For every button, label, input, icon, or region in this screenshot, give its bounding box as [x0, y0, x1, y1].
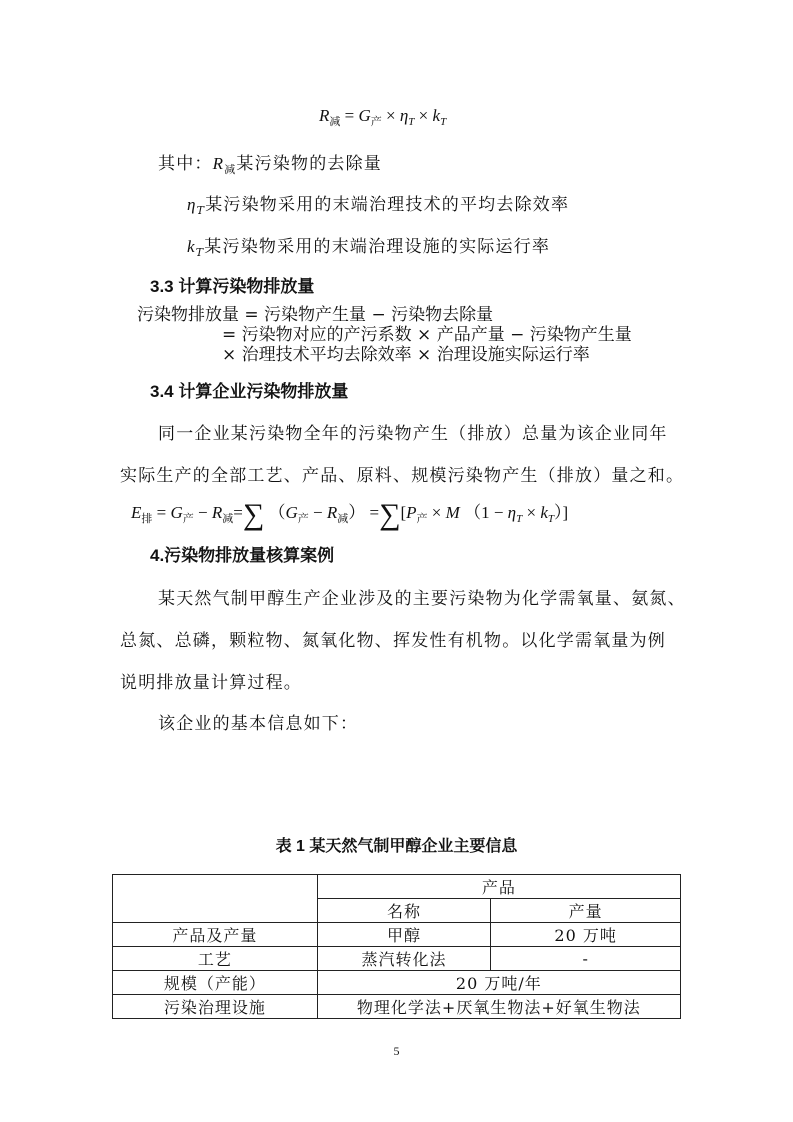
table-cell-merged: 物理化学法+厌氧生物法+好氧生物法 [317, 995, 680, 1019]
formula-p-symbol: P [406, 503, 417, 522]
times-sign: × [526, 503, 537, 522]
equals-sign: = [156, 503, 167, 522]
table-header-output: 产量 [491, 899, 681, 923]
formula-r-symbol: R [211, 503, 223, 522]
emission-formula-line1: 污染物排放量 = 污染物产生量 − 污染物去除量 [137, 305, 494, 325]
left-bracket: [ [400, 503, 407, 522]
right-paren: ） [348, 503, 366, 522]
table-row [113, 995, 681, 1019]
formula-k-subscript: T [547, 513, 554, 525]
definition-eta-symbol: η [187, 195, 197, 214]
formula-r-subscript: 减 [222, 513, 234, 525]
table-row [113, 923, 681, 947]
table-cell-merged: 20 万吨/年 [317, 971, 680, 995]
paragraph-4-line3: 说明排放量计算过程。 [120, 673, 302, 693]
emission-formula-line3: × 治理技术平均去除效率 × 治理设施实际运行率 [222, 345, 590, 365]
equals-sign: = [369, 503, 380, 522]
formula-eta-symbol: η [399, 106, 409, 125]
paragraph-4-basic-info: 该企业的基本信息如下： [158, 714, 359, 734]
equals-sign: = [233, 503, 243, 522]
definition-r-subscript: 减 [224, 163, 237, 176]
times-sign: × [386, 106, 396, 125]
formula-e-symbol: E [131, 503, 142, 522]
enterprise-info-table [112, 874, 681, 1019]
formula-r-symbol: R [319, 106, 330, 125]
left-paren: （ [464, 503, 482, 522]
minus-sign: − [313, 503, 323, 522]
formula-eta-symbol: η [507, 503, 517, 522]
left-paren: （ [268, 503, 286, 522]
definition-k-text: 某污染物采用的末端治理设施的实际运行率 [204, 237, 551, 257]
formula-g-subscript: 产 [370, 116, 382, 128]
sum-sign: ∑ [379, 498, 401, 531]
table-row [113, 971, 681, 995]
heading-3-3: 3.3 计算污染物排放量 [150, 277, 315, 296]
heading-3-4: 3.4 计算企业污染物排放量 [150, 382, 349, 401]
formula-g-symbol: G [170, 503, 183, 522]
formula-m-symbol: M [445, 503, 460, 522]
definition-r-symbol: R [212, 154, 225, 173]
formula-emission-sum [131, 498, 568, 530]
definition-r-text: 某污染物的去除量 [236, 154, 383, 174]
formula-eta-subscript: T [516, 513, 523, 525]
table-header-name: 名称 [317, 899, 491, 923]
definition-k-subscript: T [195, 246, 205, 259]
minus-sign: − [198, 503, 208, 522]
table-cell-name: 甲醇 [317, 923, 491, 947]
table-row-label: 工艺 [113, 947, 318, 971]
minus-sign: − [493, 503, 504, 522]
paragraph-3-4-line2: 实际生产的全部工艺、产品、原料、规模污染物产生（排放）量之和。 [120, 466, 685, 486]
formula-k-symbol: k [432, 106, 441, 125]
table-title: 表 1 某天然气制甲醇企业主要信息 [275, 838, 518, 855]
paragraph-4-line1: 某天然气制甲醇生产企业涉及的主要污染物为化学需氧量、氨氮、 [158, 589, 686, 609]
right-bracket: ] [562, 503, 569, 522]
table-header-product: 产品 [317, 875, 680, 899]
formula-g-subscript: 产 [297, 513, 309, 525]
table-row-label: 产品及产量 [113, 923, 318, 947]
formula-k-symbol: k [540, 503, 548, 522]
formula-removal [319, 106, 446, 129]
formula-e-subscript: 排 [141, 513, 153, 525]
formula-r-symbol: R [326, 503, 338, 522]
definition-r [158, 149, 382, 177]
page-number: 5 [393, 1044, 400, 1058]
definition-k [187, 232, 550, 259]
table-cell-value: - [491, 947, 681, 971]
formula-g-symbol: G [285, 503, 298, 522]
table-row-label: 污染治理设施 [113, 995, 318, 1019]
formula-r-subscript: 减 [329, 116, 341, 128]
table-cell-name: 蒸汽转化法 [317, 947, 491, 971]
table-row [113, 947, 681, 971]
table-cell-value: 20 万吨 [491, 923, 681, 947]
heading-4: 4.污染物排放量核算案例 [150, 546, 335, 565]
definition-eta [187, 190, 569, 217]
equals-sign: = [344, 106, 355, 125]
formula-k-subscript: T [440, 116, 447, 128]
formula-g-subscript: 产 [182, 513, 194, 525]
definition-k-symbol: k [187, 237, 196, 256]
formula-p-subscript: 产 [416, 513, 428, 525]
definition-intro: 其中： [158, 154, 213, 174]
formula-eta-subscript: T [408, 116, 415, 128]
right-paren: ） [553, 503, 563, 522]
formula-one: 1 [481, 503, 490, 522]
definition-eta-text: 某污染物采用的末端治理技术的平均去除效率 [205, 195, 570, 215]
formula-g-symbol: G [358, 106, 371, 125]
sum-sign: ∑ [242, 498, 265, 531]
times-sign: × [418, 106, 429, 125]
table-header-row [113, 875, 681, 899]
formula-r-subscript: 减 [337, 513, 349, 525]
paragraph-3-4-line1: 同一企业某污染物全年的污染物产生（排放）总量为该企业同年 [158, 424, 668, 444]
emission-formula-line2: = 污染物对应的产污系数 × 产品产量 − 污染物产生量 [222, 325, 632, 345]
table-row-label: 规模（产能） [113, 971, 318, 995]
paragraph-4-line2: 总氮、总磷，颗粒物、氮氧化物、挥发性有机物。以化学需氧量为例 [120, 631, 666, 651]
table-corner-cell [113, 875, 318, 923]
times-sign: × [431, 503, 442, 522]
definition-eta-subscript: T [196, 204, 206, 217]
